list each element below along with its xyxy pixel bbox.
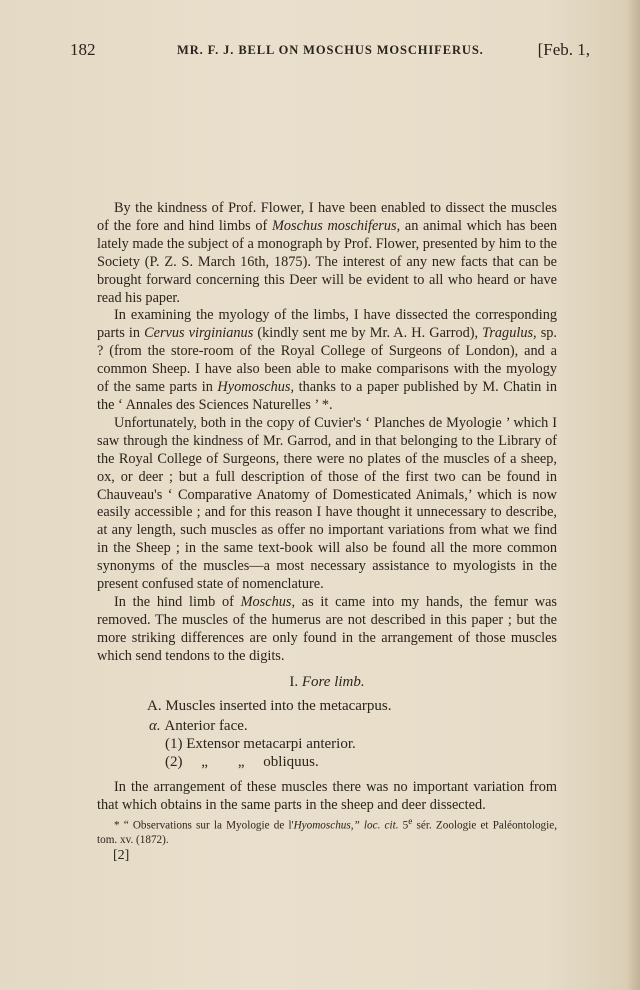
paragraph-arrangement: In the arrangement of these muscles there was no important variation from that which obtains in the same parts in the sheep and deer dissected.: [97, 779, 557, 813]
genus-name: Tragulus,: [482, 325, 537, 342]
signature-mark: [2]: [113, 847, 130, 863]
subsection-alpha: α. Anterior face.: [149, 718, 248, 735]
page-number: 182: [70, 40, 96, 59]
subsection-a: A. Muscles inserted into the metacarpus.: [147, 698, 392, 715]
header-date: [Feb. 1,: [537, 40, 590, 59]
paragraph-intro: By the kindness of Prof. Flower, I have been enabled to dissect the muscles of the fore and hind limbs of Moschus moschiferus, an animal which has been lately made the subject of a monograph by Prof. Flower, presented by him to the Society (P. Z. S. March 16th, 1875). The interest of any new facts that can be brought forward concerning this Deer will be evident to all who heard or have read his paper.: [97, 200, 557, 306]
paragraph-hind-limb: In the hind limb of Moschus, as it came into my hands, the femur was removed. The muscles of the humerus are not described in this paper ; but the more striking differences are only found in the arrangement of those muscles which send tendons to the digits.: [97, 593, 557, 664]
footnote: * “ Observations sur la Myologie de l'Hyomoschus,” loc. cit. 5e sér. Zoologie et Paléontologie, tom. xv. (1872).: [97, 816, 558, 846]
section-heading: I. Fore limb.: [289, 673, 365, 690]
article-body: [97, 200, 557, 865]
paragraph-references: Unfortunately, both in the copy of Cuvier's ‘ Planches de Myologie ’ which I saw through the kindness of Mr. Garrod, and in that belonging to the Library of the Royal College of Surgeons, there were no plates of the muscles of a sheep, ox, or deer ; but a full description of those of the first two can be found in Chauveau's ‘ Comparative Anatomy of Domesticated Animals,’ which is now easily accessible ; and for this reason I have thought it unnecessary to describe, at any length, such muscles as offer no important variations from what we find in the Sheep ; in the same text-book will also be found all the more common synonyms of the muscles—a most necessary assistance to myologists in the present confused state of nomenclature.: [97, 414, 557, 593]
genus-name: Hyomoschus,: [217, 379, 295, 396]
muscle-item-2: (2) „ „ obliquus.: [165, 754, 319, 771]
running-title: MR. F. J. BELL ON MOSCHUS MOSCHIFERUS.: [177, 43, 484, 57]
running-header: [70, 40, 590, 64]
paragraph-specimens: In examining the myology of the limbs, I have dissected the corresponding parts in Cervus virginianus (kindly sent me by Mr. A. H. Garrod), Tragulus, sp. ? (from the store-room of the Royal College of Surgeons of London), and a common Sheep. I have also been able to make comparisons with the myology of the same parts in Hyomoschus, thanks to a paper published by M. Chatin in the ‘ Annales des Sciences Naturelles ’ *.: [97, 307, 557, 413]
genus-name: Moschus,: [240, 593, 296, 610]
page-edge-shadow: [626, 0, 640, 990]
species-name: Cervus virginianus: [144, 325, 254, 342]
species-name: Moschus moschiferus,: [271, 217, 401, 234]
muscle-item-1: (1) Extensor metacarpi anterior.: [165, 736, 356, 753]
